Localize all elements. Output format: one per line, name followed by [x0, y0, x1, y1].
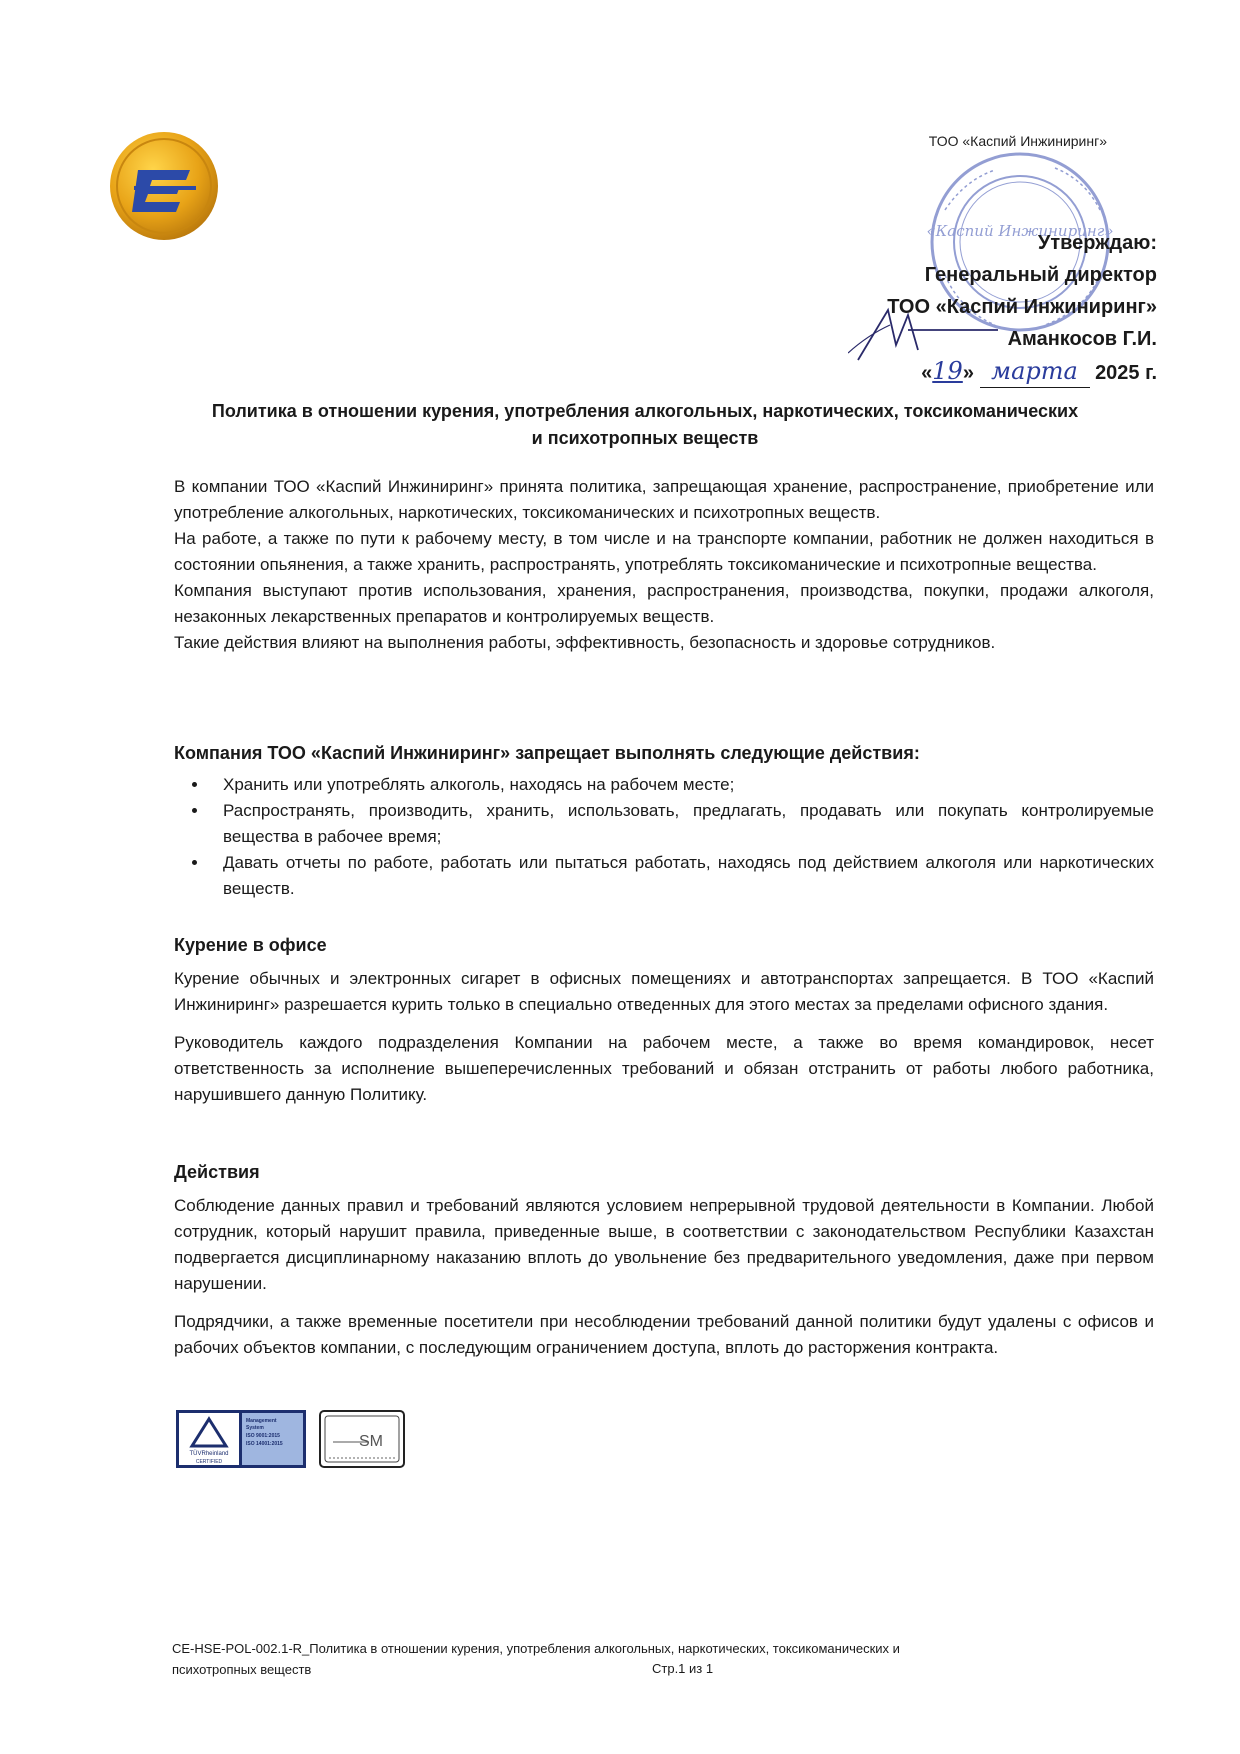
footer-line-1: CE-HSE-POL-002.1-R_Политика в отношении курения, употребления алкогольных, наркотических, токсикоманических и — [172, 1641, 900, 1656]
iso-line: ISO 9001:2015 — [246, 1433, 280, 1439]
title-line-1: Политика в отношении курения, употребления алкогольных, наркотических, токсикоманических — [211, 401, 1079, 421]
tuv-label: TÜVRheinland — [189, 1451, 229, 1457]
prohibited-section — [174, 740, 1154, 902]
prohibited-heading: Компания ТОО «Каспий Инжиниринг» запрещает выполнять следующие действия: — [174, 743, 920, 763]
sm-label: SM — [359, 1433, 383, 1450]
title-line-2: и психотропных веществ — [531, 428, 759, 448]
company-logo — [108, 130, 220, 242]
footer-line-2: психотропных веществ — [172, 1662, 312, 1677]
iso-line: Management — [246, 1418, 277, 1424]
approval-line-name: Аманкосов Г.И. — [1007, 328, 1157, 350]
date-month: марта — [980, 355, 1090, 388]
approval-line-approve: Утверждаю: — [1037, 232, 1157, 254]
intro-paragraph: В компании ТОО «Каспий Инжиниринг» принята политика, запрещающая хранение, распространение, приобретение или употребление алкогольных, наркотических, токсикоманических и психотропных веществ. — [174, 477, 1154, 522]
actions-paragraph: Подрядчики, а также временные посетители при несоблюдении требований данной политики будут удалены с офисов и рабочих объектов компании, с последующим ограничением доступа, вплоть до расторжения контракта. — [174, 1312, 1154, 1357]
document-title — [150, 398, 1140, 452]
actions-heading: Действия — [174, 1162, 260, 1182]
stamp-text: «Каспий Инжиниринг» — [926, 222, 1114, 240]
approval-line-position: Генеральный директор — [924, 264, 1157, 286]
date-day: 19 — [932, 357, 963, 385]
list-item: • Распространять, производить, хранить, использовать, предлагать, продавать или покупать контролируемые вещества в рабочее время; — [209, 798, 1154, 850]
intro-section — [174, 474, 1154, 656]
iso-line: System — [246, 1425, 264, 1431]
tuv-certification-mark — [176, 1410, 306, 1468]
date-open-quote: « — [921, 362, 933, 384]
approval-line-company: ТОО «Каспий Инжиниринг» — [887, 296, 1157, 318]
smoking-section — [174, 932, 1154, 1108]
tuv-sub: CERTIFIED — [195, 1459, 223, 1465]
iso-line: ISO 14001:2015 — [246, 1441, 283, 1447]
list-item: • Хранить или употреблять алкоголь, находясь на рабочем месте; — [209, 772, 1154, 798]
smoking-heading: Курение в офисе — [174, 935, 327, 955]
director-signature — [848, 305, 1008, 365]
date-close-quote: » — [962, 362, 974, 384]
smoking-paragraph: Курение обычных и электронных сигарет в офисных помещениях и автотранспортах запрещается. В ТОО «Каспий Инжиниринг» разрешается курить только в специально отведенных для этого местах за пределами офисного здания. — [174, 969, 1154, 1014]
page-number: Стр.1 из 1 — [652, 1661, 714, 1676]
sm-certification-mark — [319, 1410, 405, 1468]
intro-paragraph: На работе, а также по пути к рабочему месту, в том числе и на транспорте компании, работник не должен находиться в состоянии опьянения, а также хранить, распространять, употреблять токсикоманические и психотропные вещества. — [174, 529, 1154, 574]
actions-section — [174, 1159, 1154, 1361]
date-year: 2025 г. — [1095, 362, 1157, 384]
intro-paragraph: Такие действия влияют на выполнения работы, эффективность, безопасность и здоровье сотрудников. — [174, 633, 996, 652]
list-item: • Давать отчеты по работе, работать или пытаться работать, находясь под действием алкоголя или наркотических веществ. — [209, 850, 1154, 902]
company-name-top: ТОО «Каспий Инжиниринг» — [928, 133, 1107, 149]
document-footer — [172, 1638, 1092, 1680]
smoking-paragraph: Руководитель каждого подразделения Компании на рабочем месте, а также во время командировок, несет ответственность за исполнение вышеперечисленных требований и обязан отстранить от работы любого работника, нарушившего данную Политику. — [174, 1033, 1154, 1104]
intro-paragraph: Компания выступают против использования, хранения, распространения, производства, покупки, продажи алкоголя, незаконных лекарственных препаратов и контролируемых веществ. — [174, 581, 1154, 626]
actions-paragraph: Соблюдение данных правил и требований являются условием непрерывной трудовой деятельности в Компании. Любой сотрудник, который нарушит правила, приведенные выше, в соответствии с законодательством Республики Казахстан подвергается дисциплинарному наказанию вплоть до увольнение без предварительного уведомления, даже при первом нарушении. — [174, 1196, 1154, 1293]
